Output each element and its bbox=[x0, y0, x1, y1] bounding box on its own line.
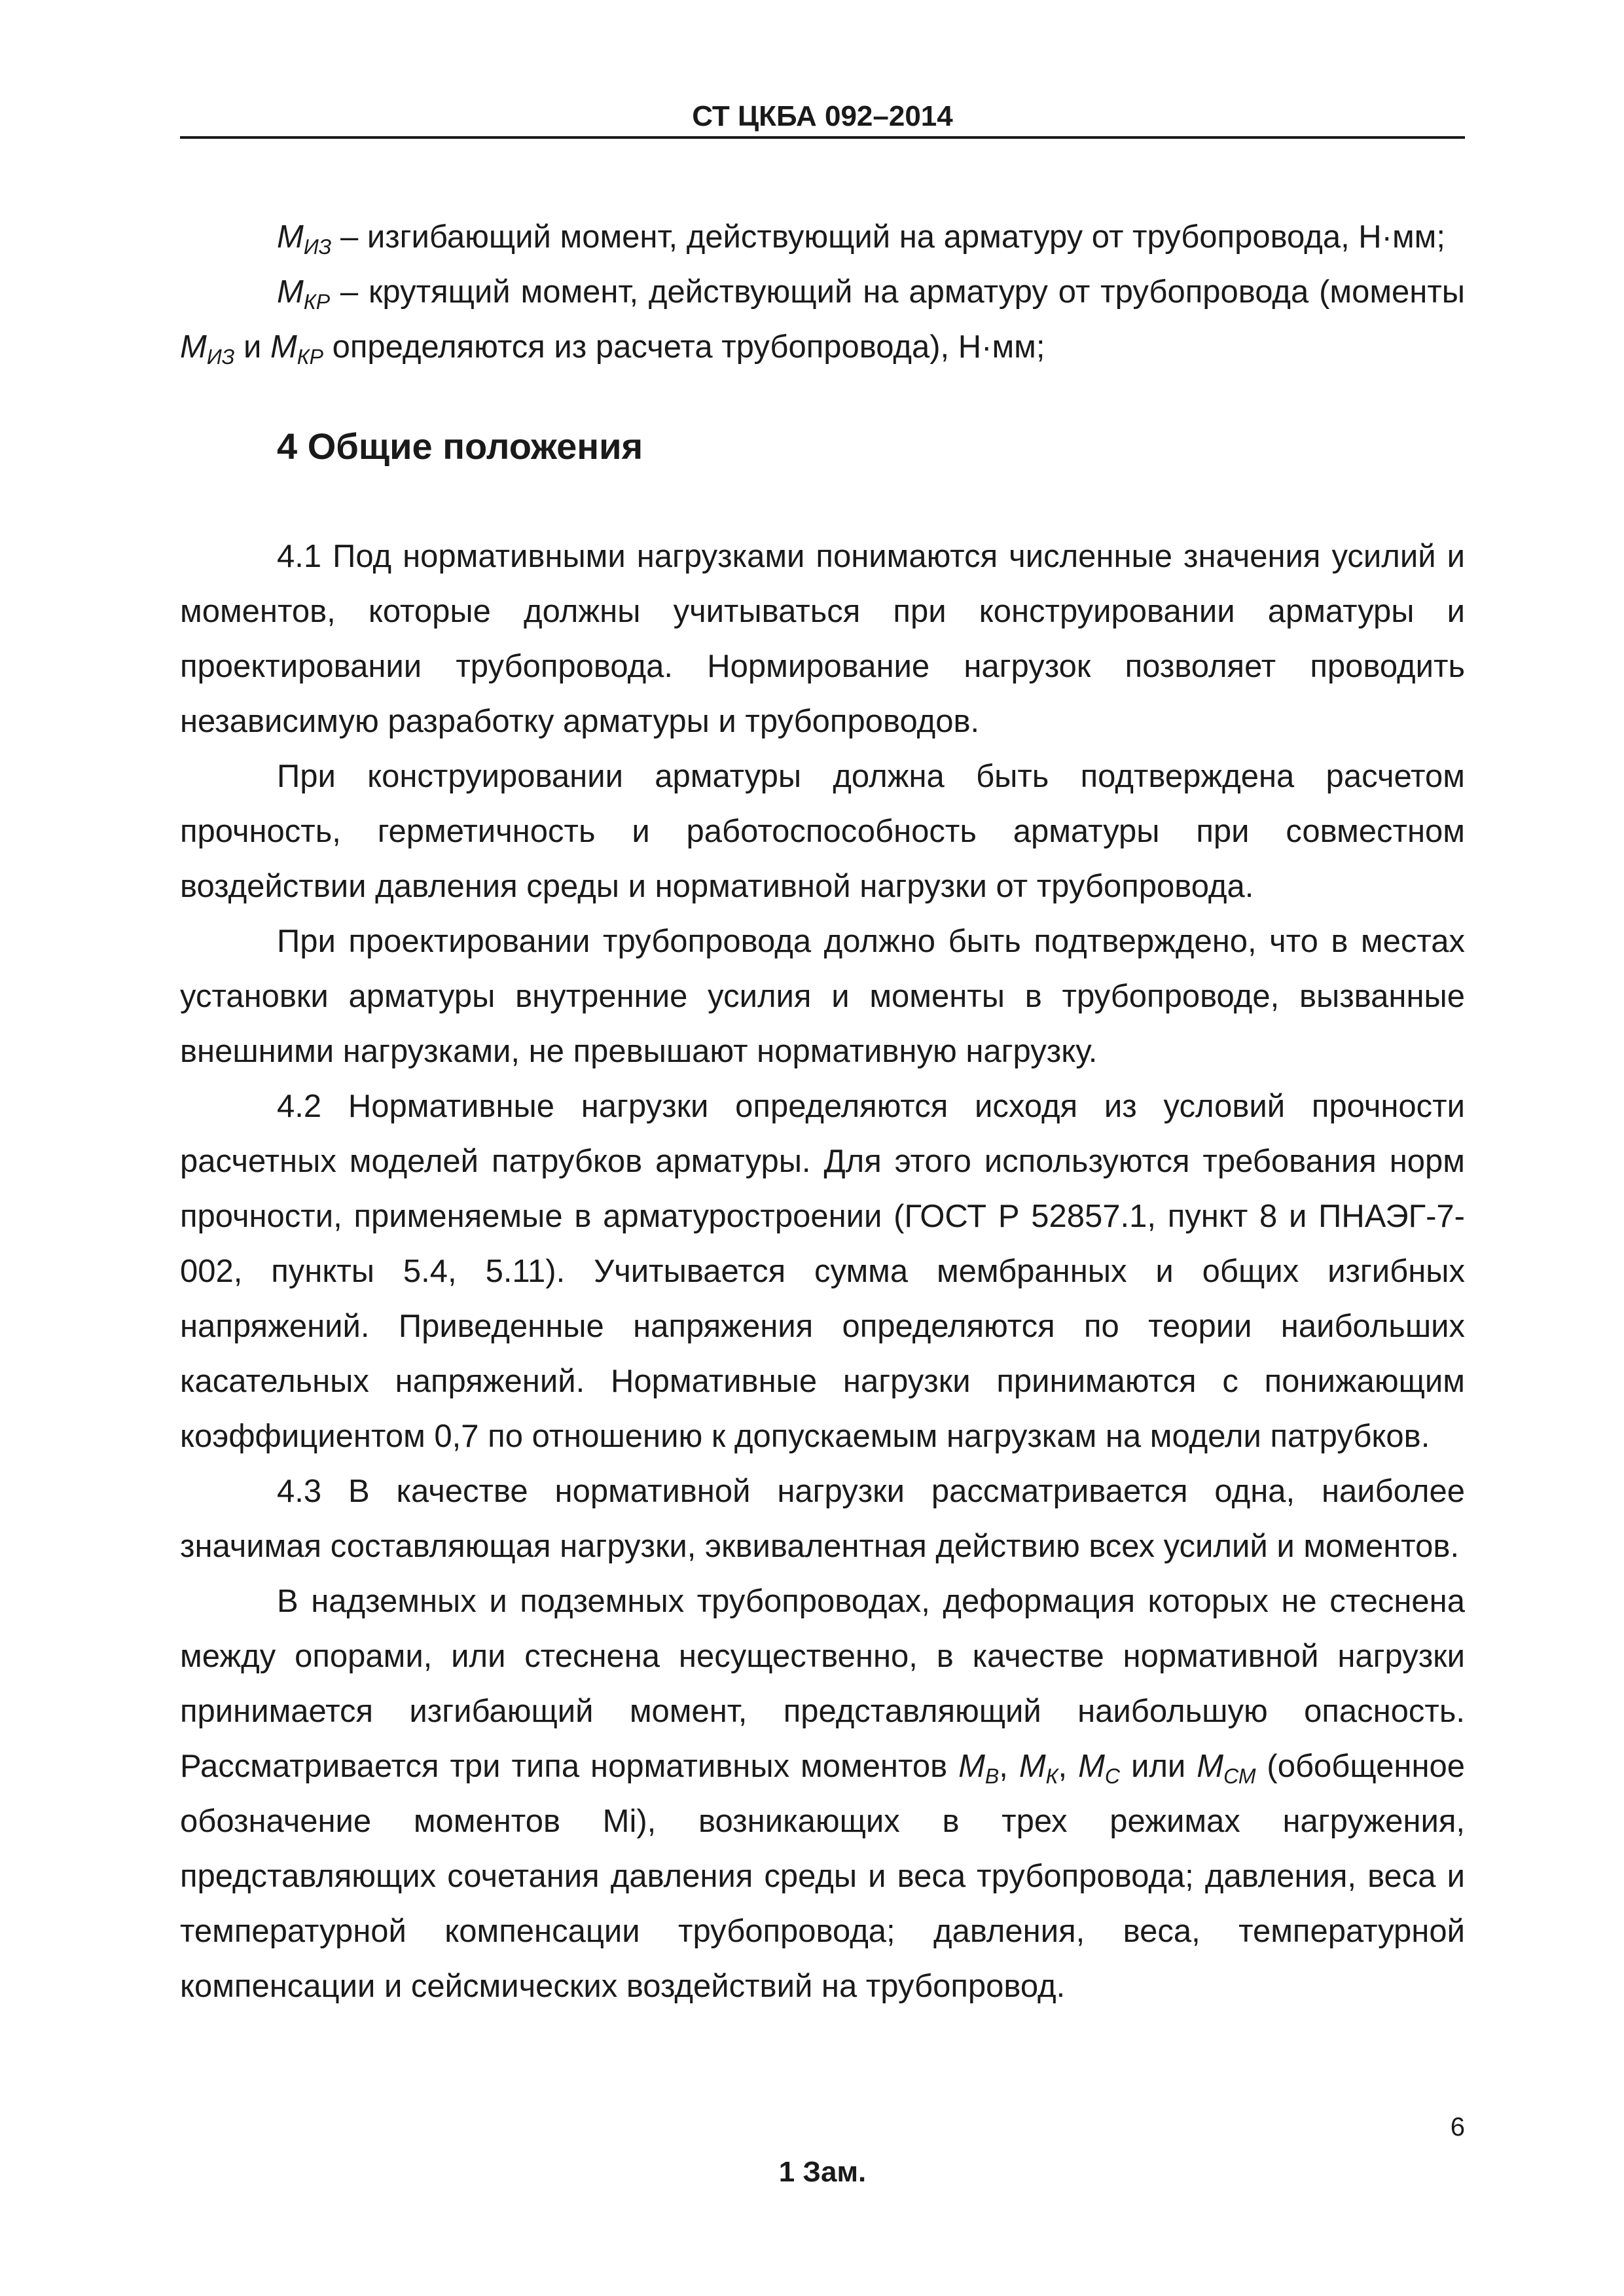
header-rule bbox=[180, 136, 1465, 139]
document-header: СТ ЦКБА 092–2014 bbox=[692, 100, 953, 132]
revision-note: 1 Зам. bbox=[778, 2156, 867, 2188]
definition-m-iz: $M_{ИЗ}$ – изгибающий момент, действующий на арматуру от трубопровода, Н·мм; bbox=[277, 219, 1445, 259]
definition-m-kr: $M_{КР}$ – крутящий момент, действующий на арматуру от трубопровода (моменты $M_{ИЗ}$ и $M_{КР}$ определяются из расчета трубопровода), Н·мм; bbox=[180, 274, 1465, 369]
symbol-m-b: $M_В$ bbox=[958, 1749, 1000, 1788]
symbol-m-kr-ref: $M_{КР}$ bbox=[270, 329, 323, 369]
section-heading: 4 Общие положения bbox=[277, 426, 643, 467]
symbol-m-k: $M_К$ bbox=[1019, 1749, 1058, 1788]
paragraph-design-pipeline: При проектировании трубопровода должно быть подтверждено, что в местах установки арматуры внутренние усилия и моменты в трубопроводе, вызванные внешними нагрузками, не превышают нормативную нагрузку. bbox=[180, 924, 1465, 1069]
paragraph-4-3: 4.3 В качестве нормативной нагрузки рассматривается одна, наиболее значимая составляющая нагрузки, эквивалентная действию всех усилий и моментов. bbox=[180, 1474, 1465, 1564]
paragraph-4-1: 4.1 Под нормативными нагрузками понимаются численные значения усилий и моментов, которые должны учитываться при конструировании арматуры и проектировании трубопровода. Нормирование нагрузок позволяет проводить независимую разработку арматуры и трубопроводов. bbox=[180, 539, 1465, 739]
paragraph-moments: В надземных и подземных трубопроводах, деформация которых не стеснена между опорами, или стеснена несущественно, в качестве нормативной нагрузки принимается изгибающий момент, представляющий наибольшую опасность. Рассматривается три типа нормативных моментов $M_В$, $M_К$, $M_С$ или $M_{СМ}$ (обобщенное обозначение моментов Mi), возникающих в трех режимах нагружения, представляющих сочетания давления среды и веса трубопровода; давления, веса и температурной компенсации трубопровода; давления, веса, температурной компенсации и сейсмических воздействий на трубопровод. bbox=[180, 1584, 1466, 2004]
symbol-m-iz-ref: $M_{ИЗ}$ bbox=[180, 329, 235, 369]
symbol-m-kr: $M_{КР}$ bbox=[277, 274, 331, 314]
symbol-m-c: $M_С$ bbox=[1078, 1749, 1120, 1788]
symbol-m-cm: $M_{СМ}$ bbox=[1197, 1749, 1256, 1788]
paragraph-design-valves: При конструировании арматуры должна быть подтверждена расчетом прочность, герметичность и работоспособность арматуры при совместном воздействии давления среды и нормативной нагрузки от трубопровода. bbox=[180, 759, 1465, 904]
paragraph-4-2: 4.2 Нормативные нагрузки определяются исходя из условий прочности расчетных моделей патрубков арматуры. Для этого используются требования норм прочности, применяемые в арматуростроении (ГОСТ Р 52857.1, пункт 8 и ПНАЭГ-7-002, пункты 5.4, 5.11). Учитывается сумма мембранных и общих изгибных напряжений. Приведенные напряжения определяются по теории наибольших касательных напряжений. Нормативные нагрузки принимаются с понижающим коэффициентом 0,7 по отношению к допускаемым нагрузкам на модели патрубков. bbox=[180, 1089, 1465, 1454]
page-number: 6 bbox=[1450, 2113, 1465, 2141]
document-body bbox=[180, 210, 1465, 2014]
symbol-m-iz: $M_{ИЗ}$ bbox=[277, 219, 332, 259]
